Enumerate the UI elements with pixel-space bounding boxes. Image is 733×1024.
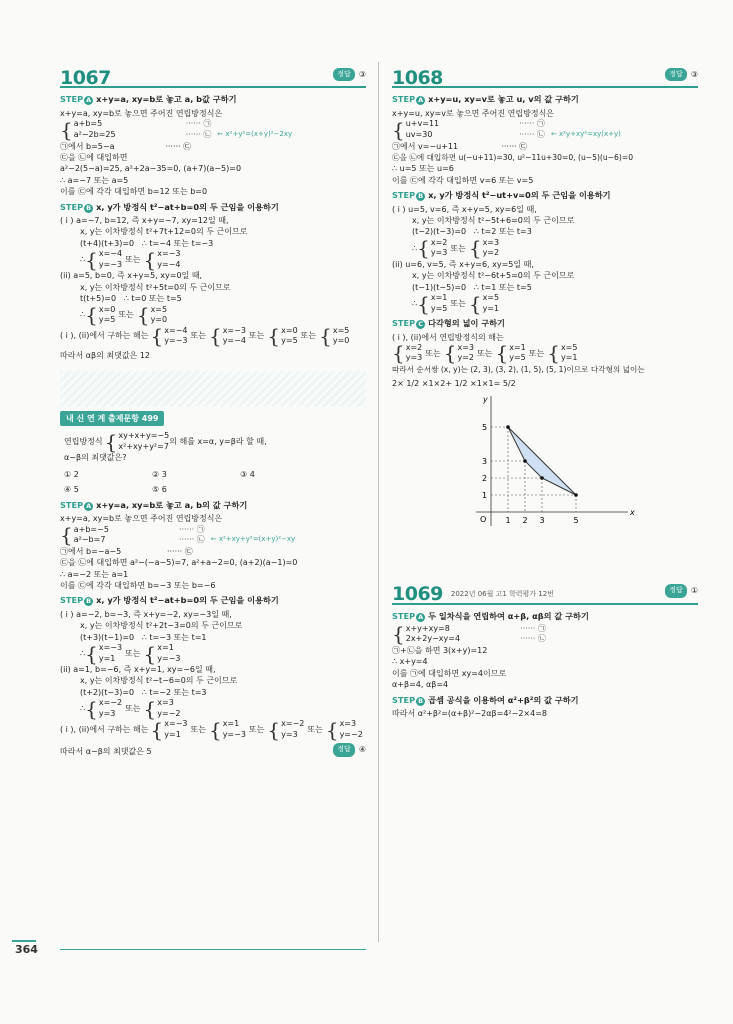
right-column — [392, 68, 698, 719]
conclusion-row — [60, 743, 366, 759]
answer-badge: 정답 — [665, 584, 687, 597]
solution-system: ( i ), (ii)에서 구하는 해는 { x=−4 y=−3 또는 { x=−3 y=−4 또는 { x=0 y=5 또는 { x=5 y=0 — [60, 324, 350, 348]
answer-value: ③ — [358, 70, 366, 79]
y-axis-label: y — [483, 394, 488, 404]
text-line: α+β=4, αβ=4 — [392, 680, 449, 690]
answer-indicator — [333, 743, 366, 756]
text-line: ∴ x+y=4 — [392, 657, 428, 667]
text-line: x, y는 이차방정식 t²−5t+6=0의 두 근이므로 — [412, 216, 575, 226]
equation-system: { a+b=−5 a²−b=7 ······ ㉠ ······ ㉡ ← x²+xy+y²=(x+y)²−xy — [60, 523, 296, 548]
text-line: x, y는 이차방정식 t²+5t=0의 두 근이므로 — [80, 282, 231, 292]
answer-indicator — [333, 68, 366, 81]
choice-3[interactable]: ③ 4 — [240, 469, 255, 479]
point-3-2 — [540, 476, 544, 480]
text-line: ∴ u=5 또는 u=6 — [392, 164, 454, 174]
solution-system: ( i ), (ii)에서 구하는 해는 { x=−3 y=1 또는 { x=1 y=−3 또는 { x=−2 y=3 또는 { x=3 y=−2 — [60, 717, 363, 742]
text-line: ∴ a=−2 또는 a=1 — [60, 569, 129, 579]
text-line: (t+3)(t−1)=0 ∴ t=−3 또는 t=1 — [80, 632, 207, 642]
text-line: ( i ) a=−7, b=12, 즉 x+y=−7, xy=12일 때, — [60, 216, 229, 226]
equation-system: ∴ { x=2 y=3 또는 { x=3 y=2 — [412, 236, 500, 261]
text-line: ㉠에서 b=5−a ······ ㉢ — [60, 141, 192, 151]
text-line: x+y=u, xy=v로 놓으면 주어진 연립방정식은 — [392, 108, 555, 118]
step-a-title: STEP A x+y=u, xy=v로 놓고 u, v의 값 구하기 — [392, 94, 579, 105]
step-b-title: STEP B 곱셈 공식을 이용하여 α²+β²의 값 구하기 — [392, 694, 579, 705]
answer-indicator — [665, 68, 698, 81]
text-line: (t−2)(t−3)=0 ∴ t=2 또는 t=3 — [412, 227, 532, 237]
answer-indicator — [665, 584, 698, 597]
question-line: α−β의 최댓값은? — [64, 453, 127, 463]
point-2-3 — [523, 459, 527, 463]
separator-pattern — [60, 371, 366, 407]
text-line: x+y=a, xy=b로 놓으면 주어진 연립방정식은 — [60, 108, 223, 118]
point-1-5 — [506, 425, 510, 429]
origin-label: O — [480, 514, 487, 524]
conclusion: 따라서 αβ의 최댓값은 12 — [60, 350, 151, 360]
text-line: ㉠에서 v=−u+11 ······ ㉢ — [392, 141, 528, 151]
step-a-tag: STEP A — [60, 94, 92, 105]
left-column — [60, 68, 366, 760]
equation-system: ∴ { x=−2 y=3 또는 { x=3 y=−2 — [80, 696, 181, 721]
step-b-title: STEP B x, y가 방정식 t²−at+b=0의 두 근임을 이용하기 — [60, 595, 279, 606]
bottom-rule — [60, 949, 366, 950]
text-line: 따라서 순서쌍 (x, y)는 (2, 3), (3, 2), (1, 5), (5, 1)이므로 다각형의 넓이는 — [392, 364, 645, 374]
polygon-graph — [468, 394, 638, 529]
text-line: t(t+5)=0 ∴ t=0 또는 t=5 — [80, 294, 182, 304]
choice-4[interactable]: ④ 5 — [64, 485, 79, 495]
y-tick-3: 3 — [482, 456, 488, 466]
step-a-title: STEP A 두 일차식을 연립하여 α+β, αβ의 값 구하기 — [392, 610, 589, 621]
linked-problem-label: 내 신 연 계 출제문항 499 — [60, 411, 164, 426]
text-line: x, y는 이차방정식 t²−6t+5=0의 두 근이므로 — [412, 271, 575, 281]
y-tick-1: 1 — [482, 490, 488, 500]
equation-system: ∴ { x=−4 y=−3 또는 { x=−3 y=−4 — [80, 247, 181, 272]
conclusion: 따라서 α−β의 최댓값은 5 — [60, 746, 152, 756]
text-line: x, y는 이차방정식 t²+2t−3=0의 두 근이므로 — [80, 621, 243, 631]
text-line: ( i ) u=5, v=6, 즉 x+y=5, xy=6일 때, — [392, 204, 537, 214]
answer-value: ③ — [690, 70, 698, 79]
text-line: 따라서 α²+β²=(α+β)²−2αβ=4²−2×4=8 — [392, 708, 548, 718]
x-axis-label: x — [630, 507, 635, 517]
x-tick-1: 1 — [505, 515, 511, 525]
area-expression: 2× 1/2 ×1×2+ 1/2 ×1×1= 5/2 — [392, 379, 516, 389]
text-line: ㉢을 ㉡에 대입하면 — [60, 153, 128, 163]
equation-system: ∴ { x=−3 y=1 또는 { x=1 y=−3 — [80, 641, 181, 666]
step-a-title: STEP A x+y=a, xy=b로 놓고 a, b값 구하기 — [60, 94, 237, 105]
equation-system: { x+y+xy=8 2x+2y−xy=4 ······ ㉠ ······ ㉡ — [392, 622, 546, 647]
problem-number: 1068 — [392, 67, 443, 89]
text-line: a²−2(5−a)=25, a²+2a−35=0, (a+7)(a−5)=0 — [60, 164, 242, 174]
answer-value: ④ — [358, 745, 366, 755]
answer-badge: 정답 — [333, 68, 355, 81]
y-tick-5: 5 — [482, 422, 488, 432]
x-tick-2: 2 — [522, 515, 528, 525]
choice-1[interactable]: ① 2 — [64, 469, 79, 479]
point-5-1 — [574, 493, 578, 497]
text-line: x, y는 이차방정식 t²−t−6=0의 두 근이므로 — [80, 676, 238, 686]
text-line: ( i ), (ii)에서 연립방정식의 해는 — [392, 332, 504, 342]
y-tick-2: 2 — [482, 473, 488, 483]
text-line: 이를 ㉢에 각각 대입하면 v=6 또는 v=5 — [392, 175, 534, 185]
text-line: ( i ) a=−2, b=−3, 즉 x+y=−2, xy=−3일 때, — [60, 609, 232, 619]
answer-value: ① — [690, 586, 698, 596]
text-line: x, y는 이차방정식 t²+7t+12=0의 두 근이므로 — [80, 227, 248, 237]
text-line: (t+4)(t+3)=0 ∴ t=−4 또는 t=−3 — [80, 238, 214, 248]
text-line: (ii) a=1, b=−6, 즉 x+y=1, xy=−6일 때, — [60, 665, 216, 674]
hint-note: ← x²+xy+y²=(x+y)²−xy — [210, 535, 296, 544]
choices — [60, 469, 366, 496]
tick-labels — [482, 423, 579, 525]
step-b-title: STEP B x, y가 방정식 t²−at+b=0의 두 근임을 이용하기 — [60, 201, 279, 212]
step-c-title: STEP C 다각형의 넓이 구하기 — [392, 318, 505, 329]
text-line: ∴ a=−7 또는 a=5 — [60, 175, 129, 185]
equation-system: { a+b=5 a²−2b=25 ······ ㉠ ······ ㉡ ← x²+y²=(x+y)²−2xy — [60, 117, 293, 142]
equation-system: { u+v=11 uv=30 ······ ㉠ ······ ㉡ ← x²y+xy²=xy(x+y) — [392, 117, 621, 142]
text-line: (ii) u=6, v=5, 즉 x+y=6, xy=5일 때, — [392, 259, 534, 269]
page-number: 364 — [15, 943, 38, 956]
text-line: (t−1)(t−5)=0 ∴ t=1 또는 t=5 — [412, 282, 532, 292]
text-line: 이를 ㉢에 각각 대입하면 b=12 또는 b=0 — [60, 187, 208, 197]
equation-system: { x=2 y=3 또는 { x=3 y=2 또는 { x=1 y=5 또는 { x=5 y=1 — [392, 341, 578, 366]
page-number-rule — [12, 940, 36, 942]
text-line: 이를 ㉢에 각각 대입하면 b=−3 또는 b=−6 — [60, 580, 216, 590]
problem-number: 1067 — [60, 67, 111, 89]
problem-number: 1069 — [392, 583, 443, 606]
text-line: ㉢을 ㉡에 대입하면 u(−u+11)=30, u²−11u+30=0, (u−5)(u−6)=0 — [392, 153, 634, 163]
step-a-title: STEP A x+y=a, xy=b로 놓고 a, b의 값 구하기 — [60, 499, 248, 510]
hint-note: ← x²y+xy²=xy(x+y) — [550, 130, 621, 139]
hint-note: ← x²+y²=(x+y)²−2xy — [217, 130, 293, 139]
shaded-polygon — [508, 427, 576, 495]
text-line: x+y=a, xy=b로 놓으면 주어진 연립방정식은 — [60, 513, 223, 523]
step-b-title: STEP B x, y가 방정식 t²−ut+v=0의 두 근임을 이용하기 — [392, 190, 611, 201]
question: 연립방정식 { xy+x+y=−5 x²+xy+y²=7 의 해를 x=α, y=β라 할 때, — [64, 429, 267, 454]
x-tick-5: 5 — [573, 515, 579, 525]
text-line: ㉢을 ㉡에 대입하면 a²−(−a−5)=7, a²+a−2=0, (a+2)(a−1)=0 — [60, 558, 298, 568]
problem-1067-header — [60, 68, 366, 88]
text-line: (ii) a=5, b=0, 즉 x+y=5, xy=0일 때, — [60, 271, 203, 281]
equation-system: ∴ { x=0 y=5 또는 { x=5 y=0 — [80, 303, 168, 327]
text-line: (t+2)(t−3)=0 ∴ t=−2 또는 t=3 — [80, 687, 207, 697]
column-divider — [378, 62, 379, 942]
x-tick-3: 3 — [539, 515, 545, 525]
equation-system: ∴ { x=1 y=5 또는 { x=5 y=1 — [412, 291, 500, 316]
answer-badge: 정답 — [333, 743, 355, 756]
choice-2[interactable]: ② 3 — [152, 469, 167, 479]
text-line: ㉠에서 b=−a−5 ······ ㉢ — [60, 546, 193, 556]
problem-1069-header — [392, 584, 698, 604]
answer-badge: 정답 — [665, 68, 687, 81]
problem-1068-header — [392, 68, 698, 88]
choice-5[interactable]: ⑤ 6 — [152, 485, 167, 495]
text-line: ㉠+㉡을 하면 3(x+y)=12 — [392, 645, 488, 655]
text-line: 이를 ㉠에 대입하면 xy=4이므로 — [392, 668, 507, 678]
problem-source: 2022년 06월 고1 학력평가 12번 — [450, 590, 554, 599]
